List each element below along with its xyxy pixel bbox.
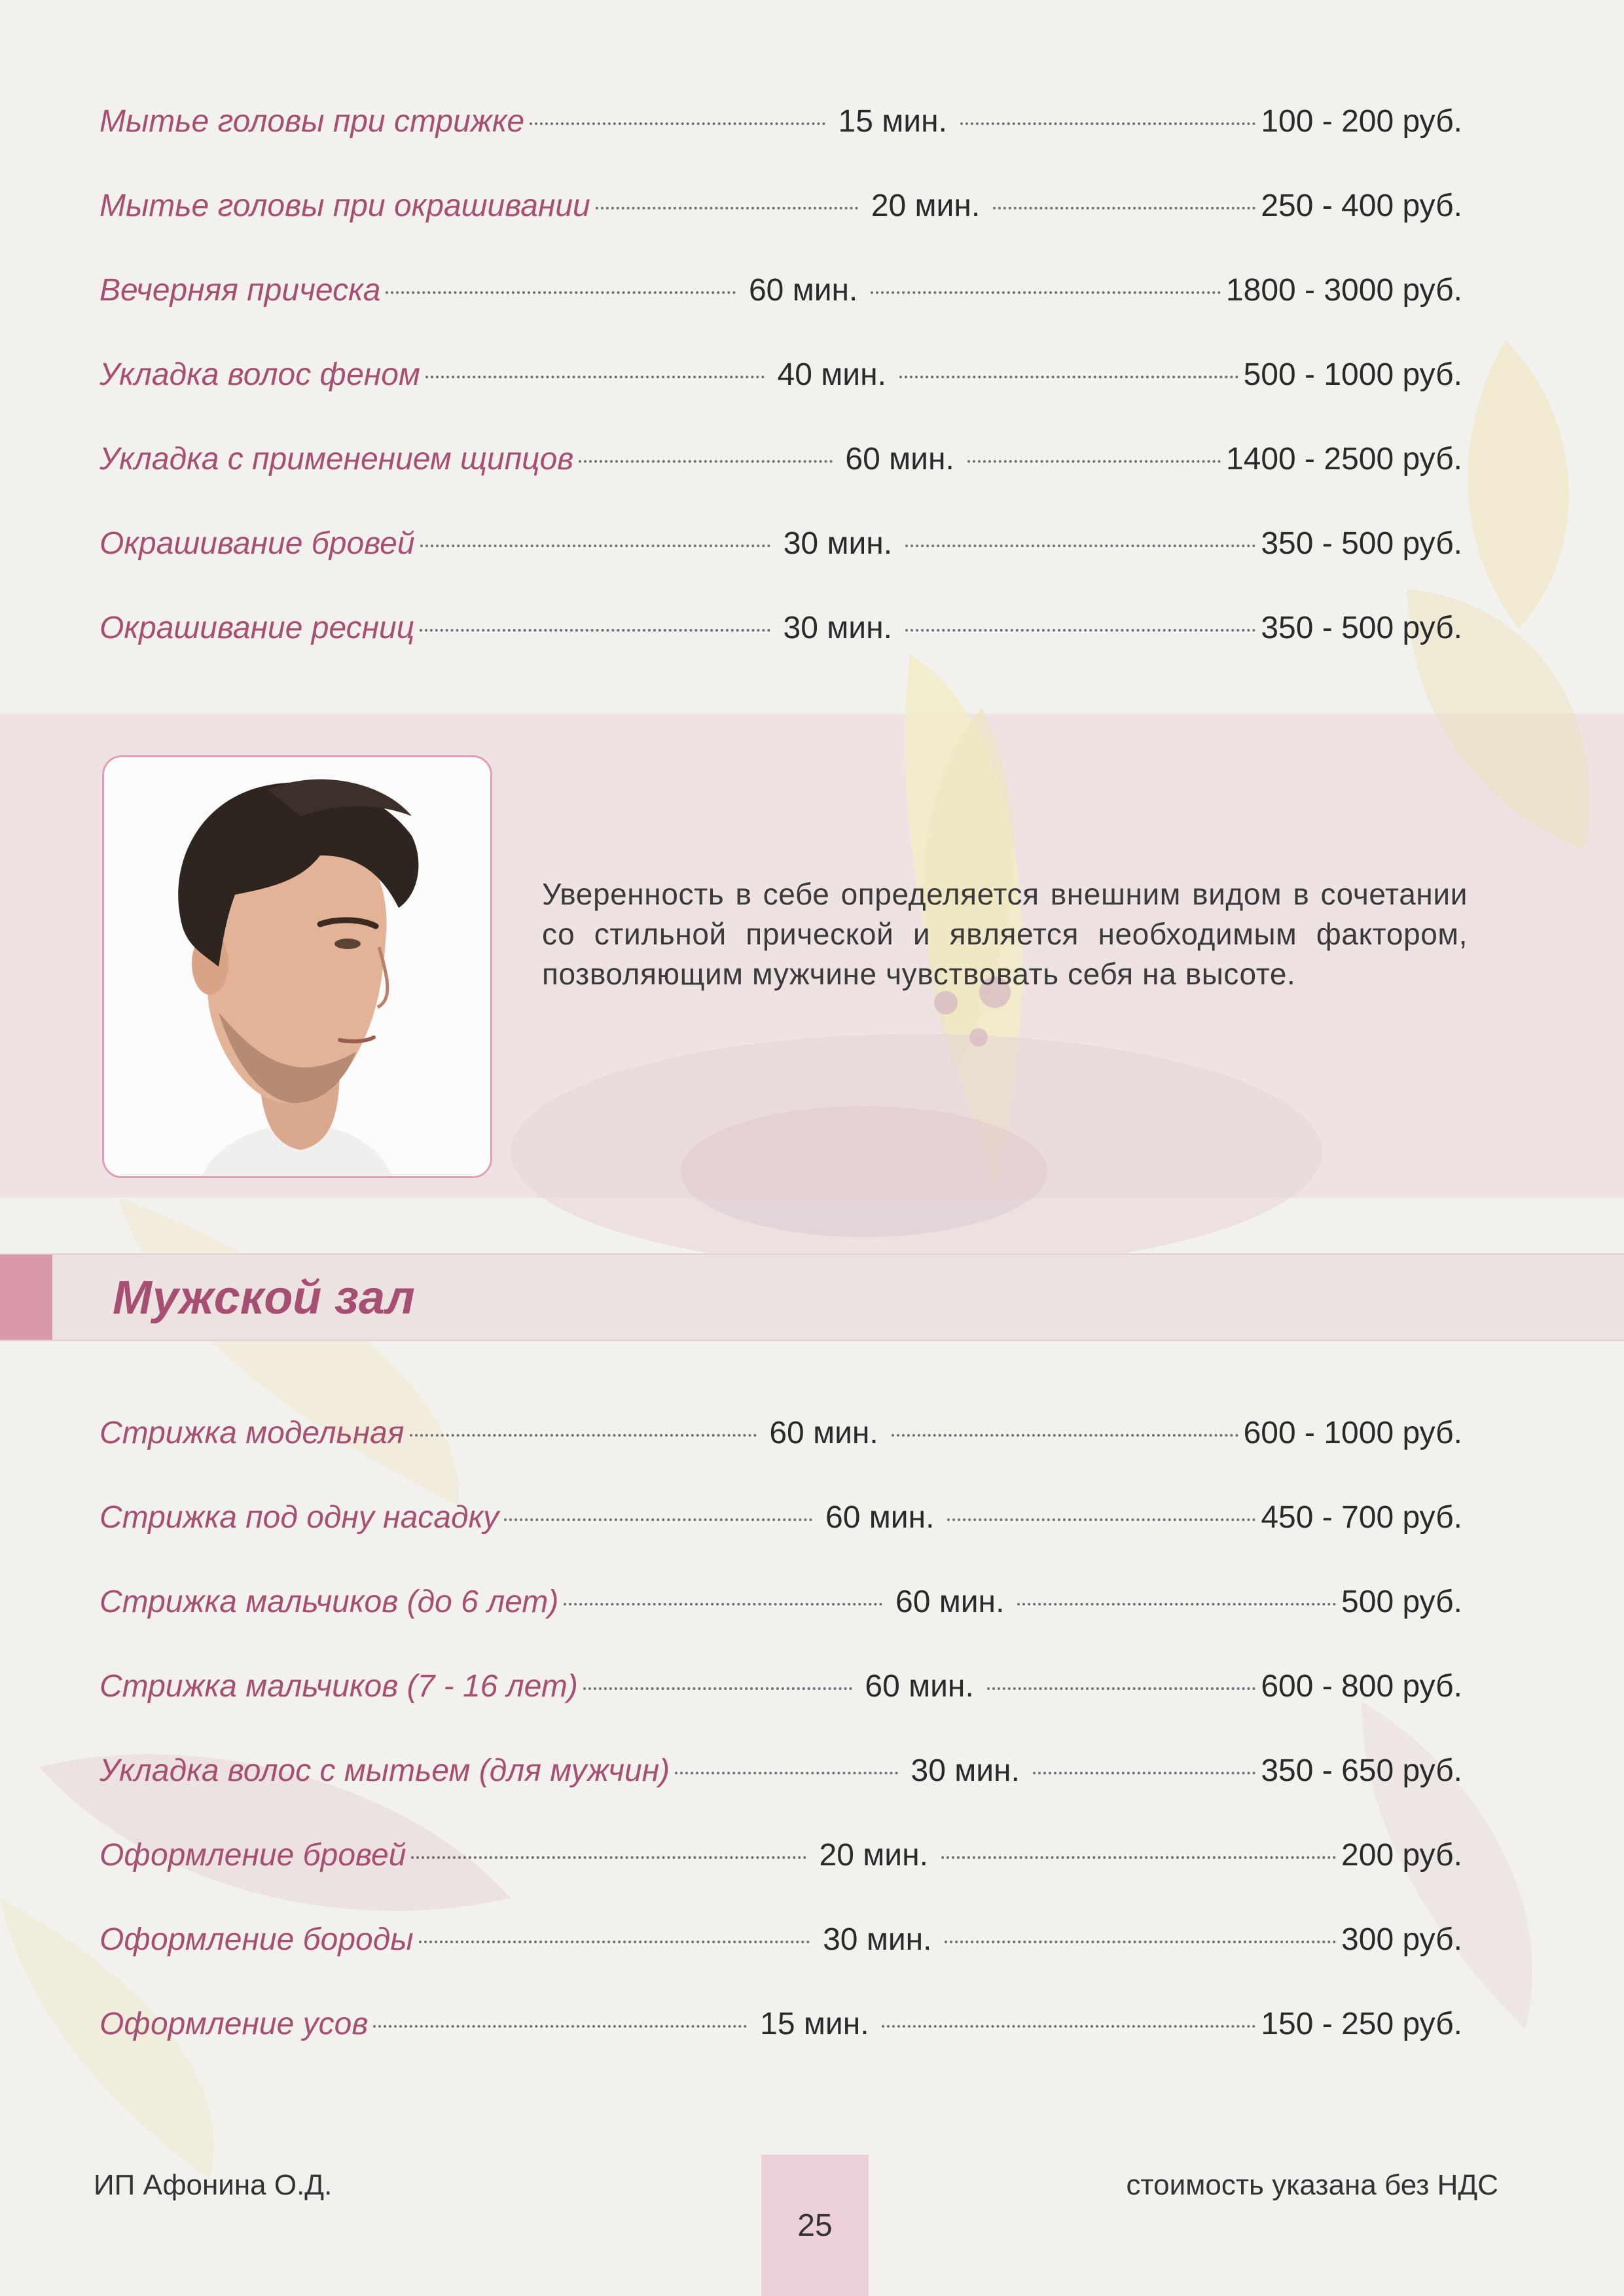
service-duration: 15 мин. xyxy=(838,104,947,139)
dot-leader xyxy=(386,291,736,294)
service-price: 1800 - 3000 руб. xyxy=(1225,273,1462,308)
man-portrait-illustration xyxy=(104,757,490,1176)
dot-leader xyxy=(419,1941,810,1943)
service-row xyxy=(99,1745,1462,1797)
service-duration: 30 мин. xyxy=(823,1922,932,1957)
service-duration: 30 мин. xyxy=(911,1753,1020,1788)
service-price: 350 - 500 руб. xyxy=(1261,611,1463,645)
dot-leader xyxy=(960,122,1256,125)
service-duration: 60 мин. xyxy=(769,1416,878,1450)
service-name: Окрашивание ресниц xyxy=(99,611,415,645)
service-row xyxy=(99,96,1462,148)
service-duration: 60 мин. xyxy=(865,1669,974,1704)
service-price: 150 - 250 руб. xyxy=(1261,2007,1463,2041)
service-row xyxy=(99,1492,1462,1544)
man-portrait-photo xyxy=(102,755,492,1178)
service-row xyxy=(99,433,1462,486)
dot-leader xyxy=(420,629,770,632)
dot-leader xyxy=(504,1518,812,1521)
service-duration: 40 мин. xyxy=(777,357,886,392)
dot-leader xyxy=(905,545,1255,547)
service-price: 500 руб. xyxy=(1341,1585,1462,1619)
dot-leader xyxy=(882,2025,1255,2028)
service-price: 350 - 650 руб. xyxy=(1261,1753,1463,1788)
service-name: Стрижка мальчиков (до 6 лет) xyxy=(99,1585,559,1619)
service-row xyxy=(99,349,1462,401)
service-name: Окрашивание бровей xyxy=(99,526,415,561)
service-name: Вечерняя прическа xyxy=(99,273,381,308)
dot-leader xyxy=(1033,1772,1256,1774)
dot-leader xyxy=(899,376,1238,378)
service-row xyxy=(99,264,1462,317)
service-duration: 30 мин. xyxy=(783,526,893,561)
dot-leader xyxy=(892,1434,1238,1437)
service-row xyxy=(99,1576,1462,1628)
dot-leader xyxy=(596,207,858,209)
service-price: 600 - 800 руб. xyxy=(1261,1669,1462,1704)
dot-leader xyxy=(967,460,1221,463)
service-price: 250 - 400 руб. xyxy=(1261,188,1462,223)
dot-leader xyxy=(425,376,765,378)
service-price: 1400 - 2500 руб. xyxy=(1225,442,1463,476)
service-row xyxy=(99,518,1462,570)
service-price: 100 - 200 руб. xyxy=(1261,104,1463,139)
service-duration: 60 мин. xyxy=(845,442,954,476)
service-duration: 20 мин. xyxy=(819,1838,928,1873)
dot-leader xyxy=(564,1603,882,1605)
dot-leader xyxy=(583,1687,852,1690)
service-name: Укладка волос феном xyxy=(99,357,420,392)
service-duration: 30 мин. xyxy=(783,611,892,645)
dot-leader xyxy=(945,1941,1336,1943)
section-heading-bar xyxy=(0,1253,1624,1341)
service-name: Оформление бороды xyxy=(99,1922,414,1957)
dot-leader xyxy=(1017,1603,1336,1605)
heading-accent-block xyxy=(0,1255,52,1340)
service-row xyxy=(99,1407,1462,1460)
service-row xyxy=(99,1829,1462,1882)
service-name: Мытье головы при окрашивании xyxy=(99,188,590,223)
dot-leader xyxy=(905,629,1256,632)
service-price: 500 - 1000 руб. xyxy=(1243,357,1462,392)
service-price: 350 - 500 руб. xyxy=(1261,526,1463,561)
service-name: Стрижка под одну насадку xyxy=(99,1500,499,1535)
service-name: Мытье головы при стрижке xyxy=(99,104,525,139)
dot-leader xyxy=(993,207,1255,209)
service-name: Оформление бровей xyxy=(99,1838,406,1873)
service-duration: 15 мин. xyxy=(760,2007,869,2041)
footer-vat-note: стоимость указана без НДС xyxy=(1126,2169,1498,2201)
service-name: Стрижка модельная xyxy=(99,1416,405,1450)
dot-leader xyxy=(420,545,770,547)
service-duration: 20 мин. xyxy=(871,188,981,223)
dot-leader xyxy=(579,460,832,463)
page-number-tab xyxy=(761,2155,869,2296)
service-price: 300 руб. xyxy=(1341,1922,1462,1957)
dot-leader xyxy=(947,1518,1255,1521)
section-title: Мужской зал xyxy=(113,1272,415,1324)
service-price: 450 - 700 руб. xyxy=(1261,1500,1463,1535)
service-name: Укладка волос с мытьем (для мужчин) xyxy=(99,1753,670,1788)
service-duration: 60 мин. xyxy=(895,1585,1005,1619)
service-price: 200 руб. xyxy=(1341,1838,1462,1873)
dot-leader xyxy=(411,1856,806,1859)
service-price: 600 - 1000 руб. xyxy=(1243,1416,1462,1450)
page-number: 25 xyxy=(797,2208,833,2243)
service-name: Укладка с применением щипцов xyxy=(99,442,574,476)
dot-leader xyxy=(675,1772,898,1774)
dot-leader xyxy=(987,1687,1256,1690)
service-name: Оформление усов xyxy=(99,2007,369,2041)
dot-leader xyxy=(941,1856,1336,1859)
dot-leader xyxy=(530,122,825,125)
dot-leader xyxy=(410,1434,757,1437)
service-row xyxy=(99,1660,1462,1713)
dot-leader xyxy=(871,291,1221,294)
dot-leader xyxy=(373,2025,747,2028)
service-duration: 60 мин. xyxy=(748,273,858,308)
service-name: Стрижка мальчиков (7 - 16 лет) xyxy=(99,1669,578,1704)
quote-text: Уверенность в себе определяется внешним видом в сочетании со стильной прической и является необходимым фактором, позволяющим мужчине чувствовать себя на высоте. xyxy=(542,877,1468,991)
service-row xyxy=(99,180,1462,232)
service-row xyxy=(99,1998,1462,2051)
footer-business-name: ИП Афонина О.Д. xyxy=(94,2169,333,2201)
service-row xyxy=(99,1914,1462,1966)
service-row xyxy=(99,602,1462,655)
service-duration: 60 мин. xyxy=(825,1500,935,1535)
